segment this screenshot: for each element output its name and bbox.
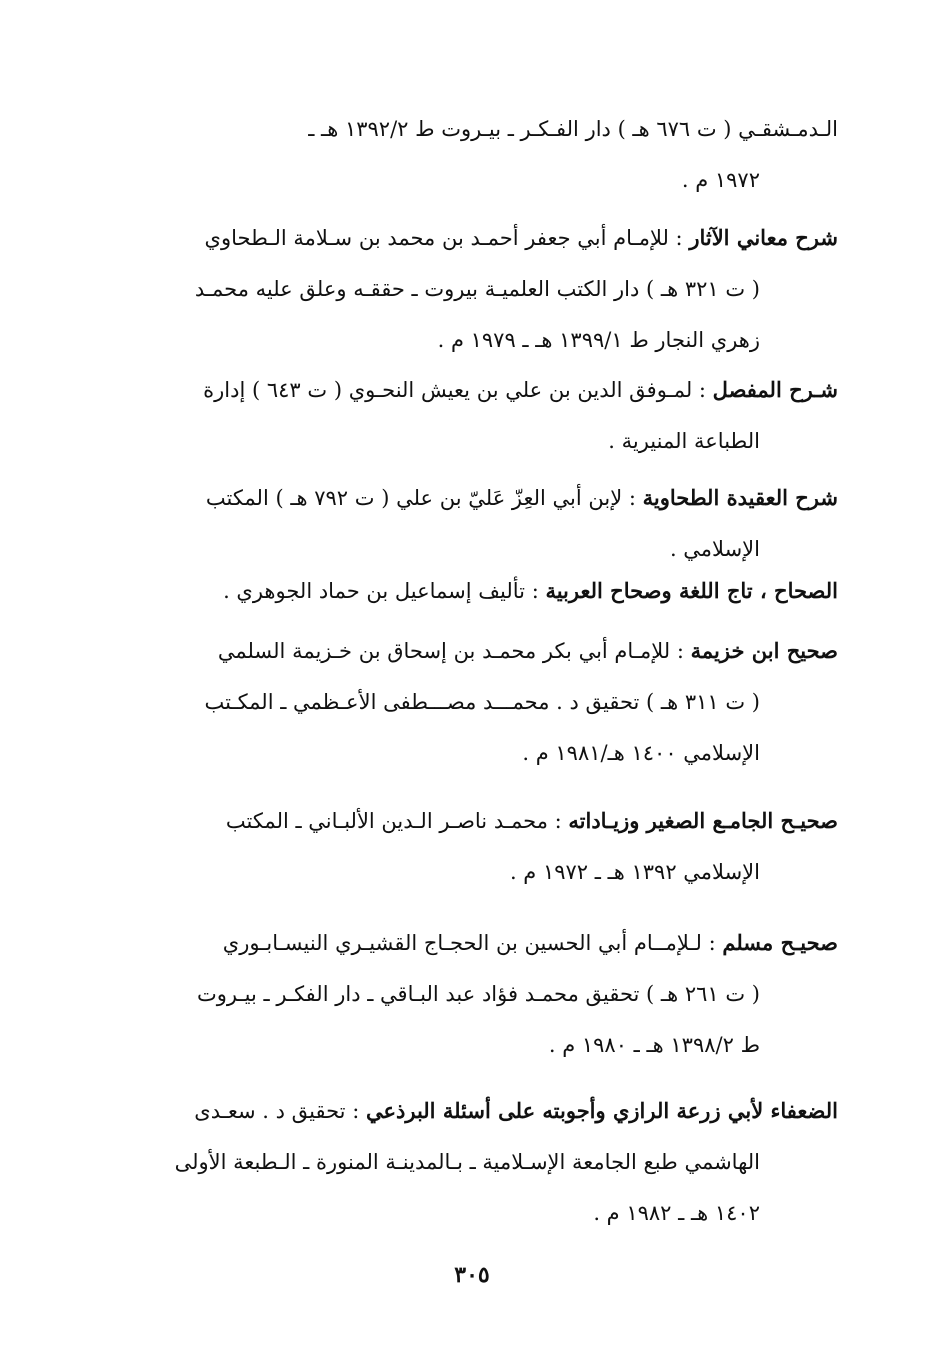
entry-title: شـرح المفصل (712, 377, 838, 402)
entry-line (130, 795, 838, 847)
entry-line: الإسلامي ١٤٠٠ هـ/١٩٨١ م . (522, 741, 760, 765)
entry-text: الـدمـشقـي ( ت ٦٧٦ هـ ) دار الفـكـر ـ بيـروت ط ١٣٩٢/٢ هـ ـ (308, 117, 838, 141)
entry-text: للإمـام أبي بكر محمـد بن إسحاق بن خـزيمة السلمي (217, 639, 671, 663)
entry-line: ١٩٧٢ م . (681, 168, 760, 192)
bibliography-entry (130, 212, 838, 366)
entry-line: ١٤٠٢ هـ ـ ١٩٨٢ م . (593, 1201, 760, 1225)
entry-line: ( ت ٢٦١ هـ ) تحقيق محمـد فؤاد عبد البـاقي ـ دار الفكـر ـ بيـروت (197, 982, 760, 1006)
entry-line: الطباعة المنيرية . (608, 429, 760, 453)
bibliography-entry (130, 1085, 838, 1239)
entry-title: شرح العقيدة الطحاوية (642, 485, 838, 510)
entry-line: الإسلامي . (669, 537, 760, 561)
bibliography-entry (130, 625, 838, 779)
entry-separator: : (692, 378, 713, 402)
bibliography-entry (130, 472, 838, 575)
entry-text: لـلإمــام أبي الحسين بن الحجـاج القشيـري النيسـابـوري (222, 931, 702, 955)
entry-title: صحيـح الجامـع الصغير وزيـاداته (568, 808, 838, 833)
bibliography-entry (130, 565, 838, 617)
entry-text: محمـد ناصـر الـدين الألبـاني ـ المكتب (225, 809, 548, 833)
entry-text: للإمـام أبي جعفر أحمـد بن محمد بن سـلامة الـطحاوي (204, 226, 669, 250)
entry-text: لمـوفق الدين بن علي بن يعيش النحـوي ( ت ٦٤٣ ) إدارة (203, 378, 693, 402)
entry-title: صحيـح مسلم (722, 930, 838, 955)
entry-line: الإسلامي ١٣٩٢ هـ ـ ١٩٧٢ م . (509, 860, 760, 884)
entry-separator: : (525, 579, 546, 603)
entry-line (130, 212, 838, 264)
entry-text: تأليف إسماعيل بن حماد الجوهري . (223, 579, 526, 603)
entry-line (130, 364, 838, 416)
entry-line (130, 625, 838, 677)
entry-separator: : (345, 1099, 366, 1123)
entry-title: الضعفاء لأبي زرعة الرازي وأجوبته على أسئلة البرذعي (365, 1098, 838, 1123)
entry-title: الصحاح ، تاج اللغة وصحاح العربية (545, 578, 838, 603)
entry-line: زهري النجار ط ١٣٩٩/١ هـ ـ ١٩٧٩ م . (437, 328, 760, 352)
entry-title: شرح معاني الآثار (689, 225, 838, 250)
entry-separator: : (668, 226, 690, 250)
bibliography-entry (130, 364, 838, 467)
entry-line (130, 1085, 838, 1137)
entry-text: لإبن أبي العِزّ عَليّ بن علي ( ت ٧٩٢ هـ ) المكتب (205, 486, 623, 510)
bibliography-entry (130, 103, 838, 206)
entry-separator: : (701, 931, 723, 955)
bibliography-entry (130, 917, 838, 1071)
entry-text: تحقيق د . سعـدى (194, 1099, 346, 1123)
bibliography-entry (130, 795, 838, 898)
entry-separator: : (670, 639, 691, 663)
entry-line: ( ت ٣١١ هـ ) تحقيق د . محمـــد مصـــطفى الأعـظمي ـ المكـتب (204, 690, 760, 714)
entry-line: ( ت ٣٢١ هـ ) دار الكتب العلميـة بيروت ـ حققـه وعلق عليه محمـد (194, 277, 760, 301)
entry-title: صحيح ابن خزيمة (690, 638, 838, 663)
entry-line (130, 917, 838, 969)
entry-line (130, 103, 838, 155)
entry-line (130, 565, 838, 617)
entry-separator: : (622, 486, 643, 510)
entry-separator: : (547, 809, 569, 833)
entry-line: ط ١٣٩٨/٢ هـ ـ ١٩٨٠ م . (548, 1033, 760, 1057)
entry-line: الهاشمي طبع الجامعة الإسـلامية ـ بـالمدينـة المنورة ـ الـطبعة الأولى (174, 1150, 760, 1174)
page-number: ٣٠٥ (454, 1262, 490, 1288)
entry-line (130, 472, 838, 524)
